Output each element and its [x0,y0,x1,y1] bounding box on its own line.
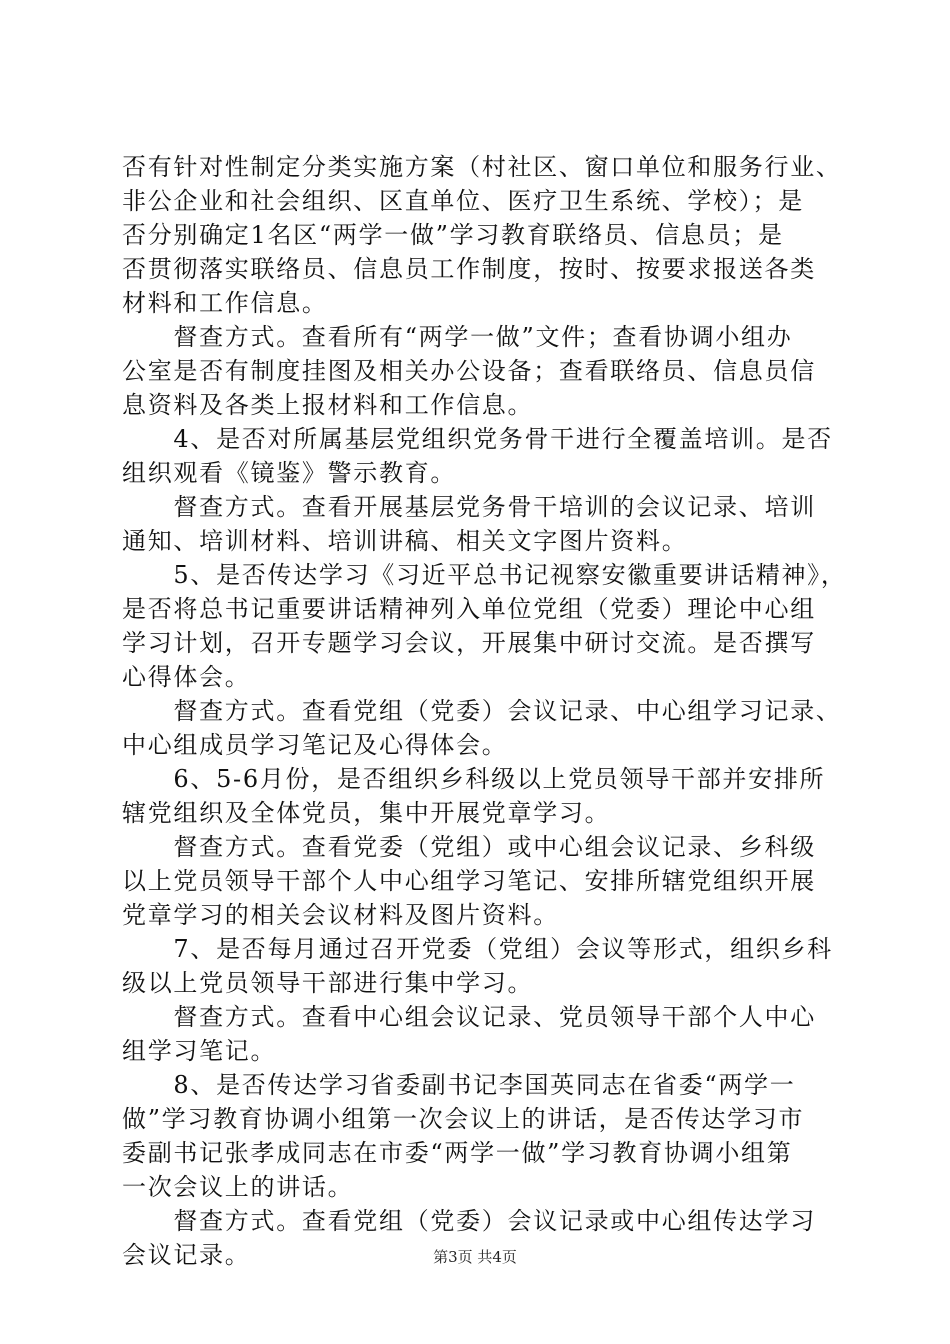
text-line: 否贯彻落实联络员、信息员工作制度，按时、按要求报送各类 [122,255,816,283]
text-line: 以上党员领导干部个人中心组学习笔记、安排所辖党组织开展 [122,867,816,895]
text-line: 委副书记张孝成同志在市委“两学一做”学习教育协调小组第 [122,1139,793,1167]
text-line: 否分别确定1名区“两学一做”学习教育联络员、信息员；是 [122,221,784,249]
text-line: 督查方式。查看中心组会议记录、党员领导干部个人中心 [122,1003,816,1031]
text-line: 心得体会。 [122,663,251,691]
text-line: 组织观看《镜鉴》警示教育。 [122,459,457,487]
text-line: 材料和工作信息。 [122,289,328,317]
text-line: 督查方式。查看党组（党委）会议记录、中心组学习记录、 [122,697,842,725]
text-line: 督查方式。查看所有“两学一做”文件；查看协调小组办 [122,323,793,351]
text-line: 一次会议上的讲话。 [122,1173,354,1201]
text-line: 否有针对性制定分类实施方案（村社区、窗口单位和服务行业、 [122,153,842,181]
text-line: 会议记录。 [122,1241,251,1269]
text-line: 5、是否传达学习《习近平总书记视察安徽重要讲话精神》， [122,561,847,589]
text-line: 是否将总书记重要讲话精神列入单位党组（党委）理论中心组 [122,595,816,623]
text-line: 非公企业和社会组织、区直单位、医疗卫生系统、学校）；是 [122,187,804,215]
text-line: 4、是否对所属基层党组织党务骨干进行全覆盖培训。是否 [122,425,833,453]
text-line: 8、是否传达学习省委副书记李国英同志在省委“两学一 [122,1071,796,1099]
text-line: 公室是否有制度挂图及相关办公设备；查看联络员、信息员信 [122,357,816,385]
text-line: 中心组成员学习笔记及心得体会。 [122,731,508,759]
text-line: 息资料及各类上报材料和工作信息。 [122,391,534,419]
text-line: 学习计划，召开专题学习会议，开展集中研讨交流。是否撰写 [122,629,816,657]
text-line: 7、是否每月通过召开党委（党组）会议等形式，组织乡科 [122,935,833,963]
text-line: 督查方式。查看开展基层党务骨干培训的会议记录、培训 [122,493,816,521]
text-line: 做”学习教育协调小组第一次会议上的讲话，是否传达学习市 [122,1105,805,1133]
text-line: 党章学习的相关会议材料及图片资料。 [122,901,559,929]
text-line: 督查方式。查看党组（党委）会议记录或中心组传达学习 [122,1207,816,1235]
text-line: 督查方式。查看党委（党组）或中心组会议记录、乡科级 [122,833,816,861]
text-line: 级以上党员领导干部进行集中学习。 [122,969,534,997]
text-line: 通知、培训材料、培训讲稿、相关文字图片资料。 [122,527,688,555]
text-line: 辖党组织及全体党员，集中开展党章学习。 [122,799,611,827]
text-line: 组学习笔记。 [122,1037,277,1065]
text-line: 6、5-6月份，是否组织乡科级以上党员领导干部并安排所 [122,765,826,793]
page-number-footer: 第3页 共4页 [433,1248,517,1266]
document-body [122,150,847,1272]
